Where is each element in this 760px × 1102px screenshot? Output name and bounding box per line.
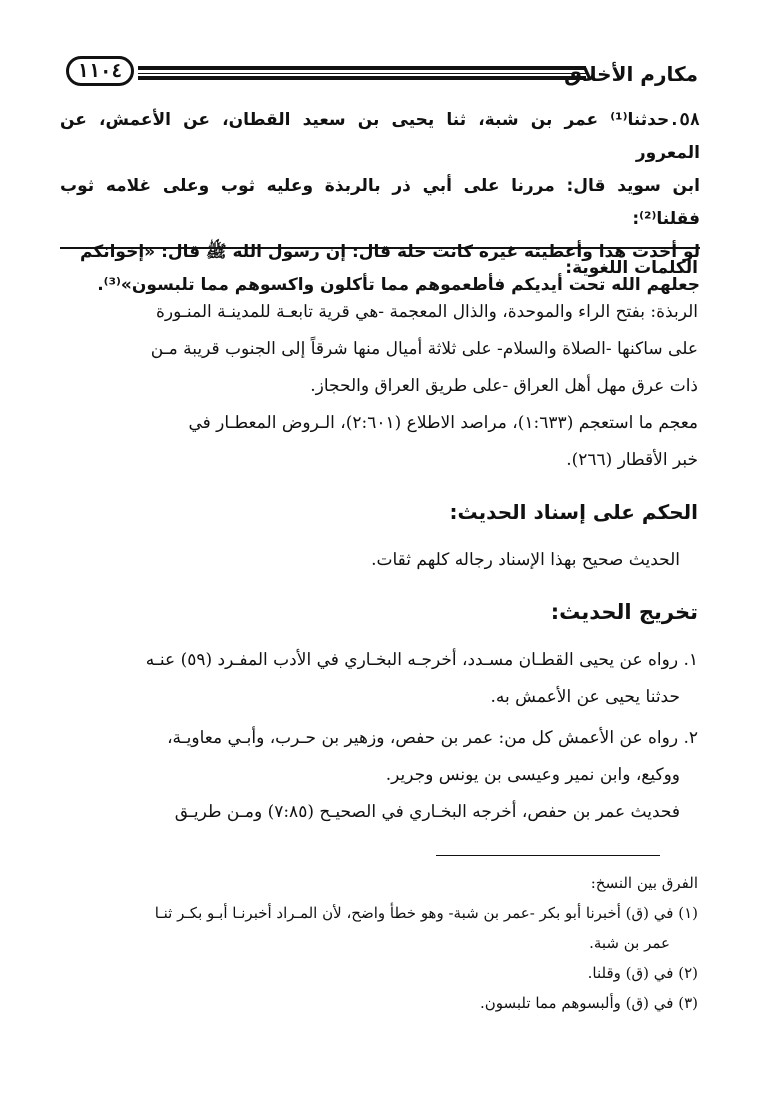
hadith-line: ٥٨.حدثنا⁽¹⁾ عمر بن شبة، ثنا يحيى بن سعيد القطان، عن الأعمش، عن المعرور — [60, 110, 700, 163]
running-header — [66, 56, 698, 96]
takhrij-list: ١. رواه عن يحيى القطـان مسـدد، أخرجـه البخـاري في الأدب المفـرد (٥٩) عنـه حدثنا يحيى عن الأعمش به. — [62, 642, 698, 716]
footnote: (٣) في (ق) وألبسوهم مما تلبسون. — [479, 994, 698, 1012]
hadith-line: جعلهم الله تحت أيديكم فأطعموهم مما تأكلون واكسوهم مما تلبسون»⁽³⁾. — [97, 275, 700, 295]
takhrij-list: ٢. رواه عن الأعمش كل من: عمر بن حفص، وزهير بن حـرب، وأبـي معاويـة، ووكيع، وابن نمير وعيسى بن يونس وجرير. — [62, 720, 698, 794]
list-item: ٢. رواه عن الأعمش كل من: عمر بن حفص، وزهير بن حـرب، وأبـي معاويـة، — [167, 728, 698, 748]
takhrij-paragraph: فحديث عمر بن حفص، أخرجه البخـاري في الصحيـح (٧:٨٥) ومـن طريـق — [174, 802, 680, 822]
page-number: ١١٠٤ — [66, 56, 134, 86]
footnote: (٢) في (ق) وقلنا. — [587, 964, 698, 982]
book-title: مكارم الأخلاق — [564, 62, 698, 86]
hadith-line: لو أخذت هذا وأعطيته غيره كانت حلة قال: إن رسول الله ﷺ قال: «إخوانكم — [80, 242, 700, 262]
footnote-rule — [436, 855, 660, 856]
lexical-references: معجم ما استعجم (١:٦٣٣)، مراصد الاطلاع (٢:٦٠١)، الـروض المعطـار في خبر الأقطار (٢٦٦). — [188, 413, 698, 470]
hadith-line: ابن سويد قال: مررنا على أبي ذر بالربذة وعليه ثوب وعلى غلامه ثوب فقلنا⁽²⁾: — [60, 176, 700, 229]
header-rule — [138, 66, 586, 80]
lexical-heading: الكلمات اللغوية: — [565, 258, 698, 278]
footnotes: الفرق بين النسخ: (١) في (ق) أخبرنا أبو بكر -عمر بن شبة- وهو خطأ واضح، لأن المـراد أخبرنـا أبـو بكـر ثنـا عمر بن شبة. (٢) في (ق) وقلنا. (٣) في (ق) وألبسوهم مما تلبسون. — [62, 868, 698, 1018]
footnotes-heading: الفرق بين النسخ: — [590, 874, 698, 892]
hadith-number: ٥٨. — [669, 110, 700, 130]
list-item: ١. رواه عن يحيى القطـان مسـدد، أخرجـه البخـاري في الأدب المفـرد (٥٩) عنـه — [145, 650, 698, 670]
ruling-text: الحديث صحيح بهذا الإسناد رجاله كلهم ثقات. — [371, 550, 680, 570]
ruling-heading: الحكم على إسناد الحديث: — [449, 500, 698, 524]
takhrij-heading: تخريج الحديث: — [550, 600, 698, 624]
footnote: (١) في (ق) أخبرنا أبو بكر -عمر بن شبة- وهو خطأ واضح، لأن المـراد أخبرنـا أبـو بكـر ثنـا — [154, 904, 698, 922]
lexical-paragraph: الربذة: بفتح الراء والموحدة، والذال المعجمة -هي قرية تابعـة للمدينـة المنـورة على ساكنها -الصلاة والسلام- على ثلاثة أميال منها شرقاً إلى الجنوب قريبة مـن ذات عرق مهل أهل العراق -على طريق العراق والحجاز. — [150, 302, 698, 396]
section-divider — [60, 247, 700, 249]
